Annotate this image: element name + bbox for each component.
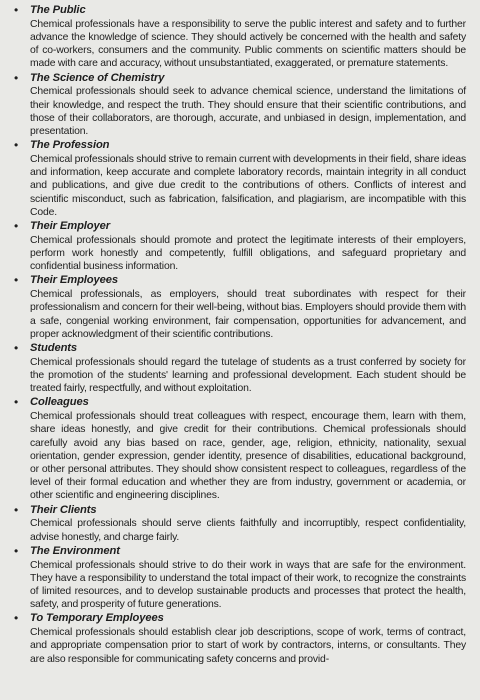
bullet-icon: • bbox=[14, 138, 19, 153]
section-their-employees bbox=[12, 274, 466, 341]
section-title: The Environment bbox=[30, 544, 120, 557]
bullet-icon: • bbox=[14, 543, 19, 558]
bullet-icon: • bbox=[14, 502, 19, 517]
section-title: The Science of Chemistry bbox=[30, 71, 165, 84]
section-the-environment bbox=[12, 545, 466, 612]
section-their-employer bbox=[12, 220, 466, 273]
section-body: Chemical professionals should regard the tutelage of students as a trust conferred by society for the promotion of the students' learning and professional development. Each student should be treated fairly, respectfully, and without exploitation. bbox=[30, 356, 466, 395]
section-title: The Profession bbox=[30, 139, 110, 152]
bullet-icon: • bbox=[14, 273, 19, 288]
section-body: Chemical professionals should serve clients faithfully and incorruptibly, respect confidentiality, advise honestly, and charge fairly. bbox=[30, 518, 466, 543]
bullet-icon: • bbox=[14, 3, 19, 17]
section-colleagues bbox=[12, 396, 466, 502]
section-body: Chemical professionals should strive to do their work in ways that are safe for the environment. They have a responsibility to understand the total impact of their work, to recognize the constraints of limited resources, and to develop sustainable products and processes that protect the health, safety, and prosperity of future generations. bbox=[30, 559, 466, 611]
code-sections-list bbox=[12, 4, 466, 666]
bullet-icon: • bbox=[14, 611, 19, 626]
section-body: Chemical professionals have a responsibility to serve the public interest and safety and to further advance the knowledge of science. They should actively be concerned with the health and safety of co-workers, consumers and the community. Public comments on scientific matters should be made with care and accuracy, without unsubstantiated, exaggerated, or premature statements. bbox=[30, 18, 466, 70]
section-body: Chemical professionals, as employers, should treat subordinates with respect for their professionalism and concern for their well-being, without bias. Employers should provide them with a safe, congenial working environment, fair compensation, opportunities for advancement, and proper acknowledgment of their scientific contributions. bbox=[30, 289, 466, 340]
section-their-clients bbox=[12, 504, 466, 544]
section-title: Their Employer bbox=[30, 220, 111, 233]
bullet-icon: • bbox=[14, 341, 19, 356]
section-body: Chemical professionals should treat colleagues with respect, encourage them, learn with them, share ideas honestly, and give credit for their contributions. Chemical professionals should carefully avoid any bias based on race, gender, age, religion, ethnicity, nationality, sexual orientation, gender expression, gender identity, presence of disabilities, educational background, or other personal attributes. They should show consistent respect to colleagues, regardless of the level of their formal education and whether they are from industry, government or academia, or other scientific and engineering disciplines. bbox=[30, 411, 466, 502]
section-body: Chemical professionals should promote and protect the legitimate interests of their employers, perform work honestly and competently, fulfill obligations, and safeguard proprietary and confidential business information. bbox=[30, 234, 466, 273]
section-students bbox=[12, 342, 466, 395]
section-title: Their Employees bbox=[30, 274, 119, 287]
section-title: Their Clients bbox=[30, 503, 97, 516]
bullet-icon: • bbox=[14, 395, 19, 410]
section-the-profession bbox=[12, 139, 466, 219]
section-title: Students bbox=[30, 342, 78, 355]
section-title: To Temporary Employees bbox=[30, 612, 164, 625]
section-the-public bbox=[12, 4, 466, 71]
section-body: Chemical professionals should seek to advance chemical science, understand the limitations of their knowledge, and respect the truth. They should ensure that their scientific contributions, and those of their collaborators, are thorough, accurate, and unbiased in design, implementation, and presentation. bbox=[30, 86, 466, 138]
bullet-icon: • bbox=[14, 219, 19, 234]
section-body: Chemical professionals should strive to remain current with developments in their field, share ideas and information, keep accurate and complete laboratory records, maintain integrity in all conduct and publications, and give due credit to the contributions of others. Conflicts of interest and scientific misconduct, such as fabrication, falsification, and plagiarism, are incompatible with this Code. bbox=[30, 154, 466, 218]
bullet-icon: • bbox=[14, 70, 19, 85]
section-temporary-employees bbox=[12, 612, 466, 665]
section-title: The Public bbox=[30, 4, 86, 16]
section-science-of-chemistry bbox=[12, 72, 466, 139]
section-body: Chemical professionals should establish clear job descriptions, scope of work, terms of contract, and appropriate compensation prior to start of work by contractors, interns, or consultants. They are also responsible for communicating safety concerns and provid- bbox=[30, 627, 466, 665]
section-title: Colleagues bbox=[30, 396, 89, 409]
